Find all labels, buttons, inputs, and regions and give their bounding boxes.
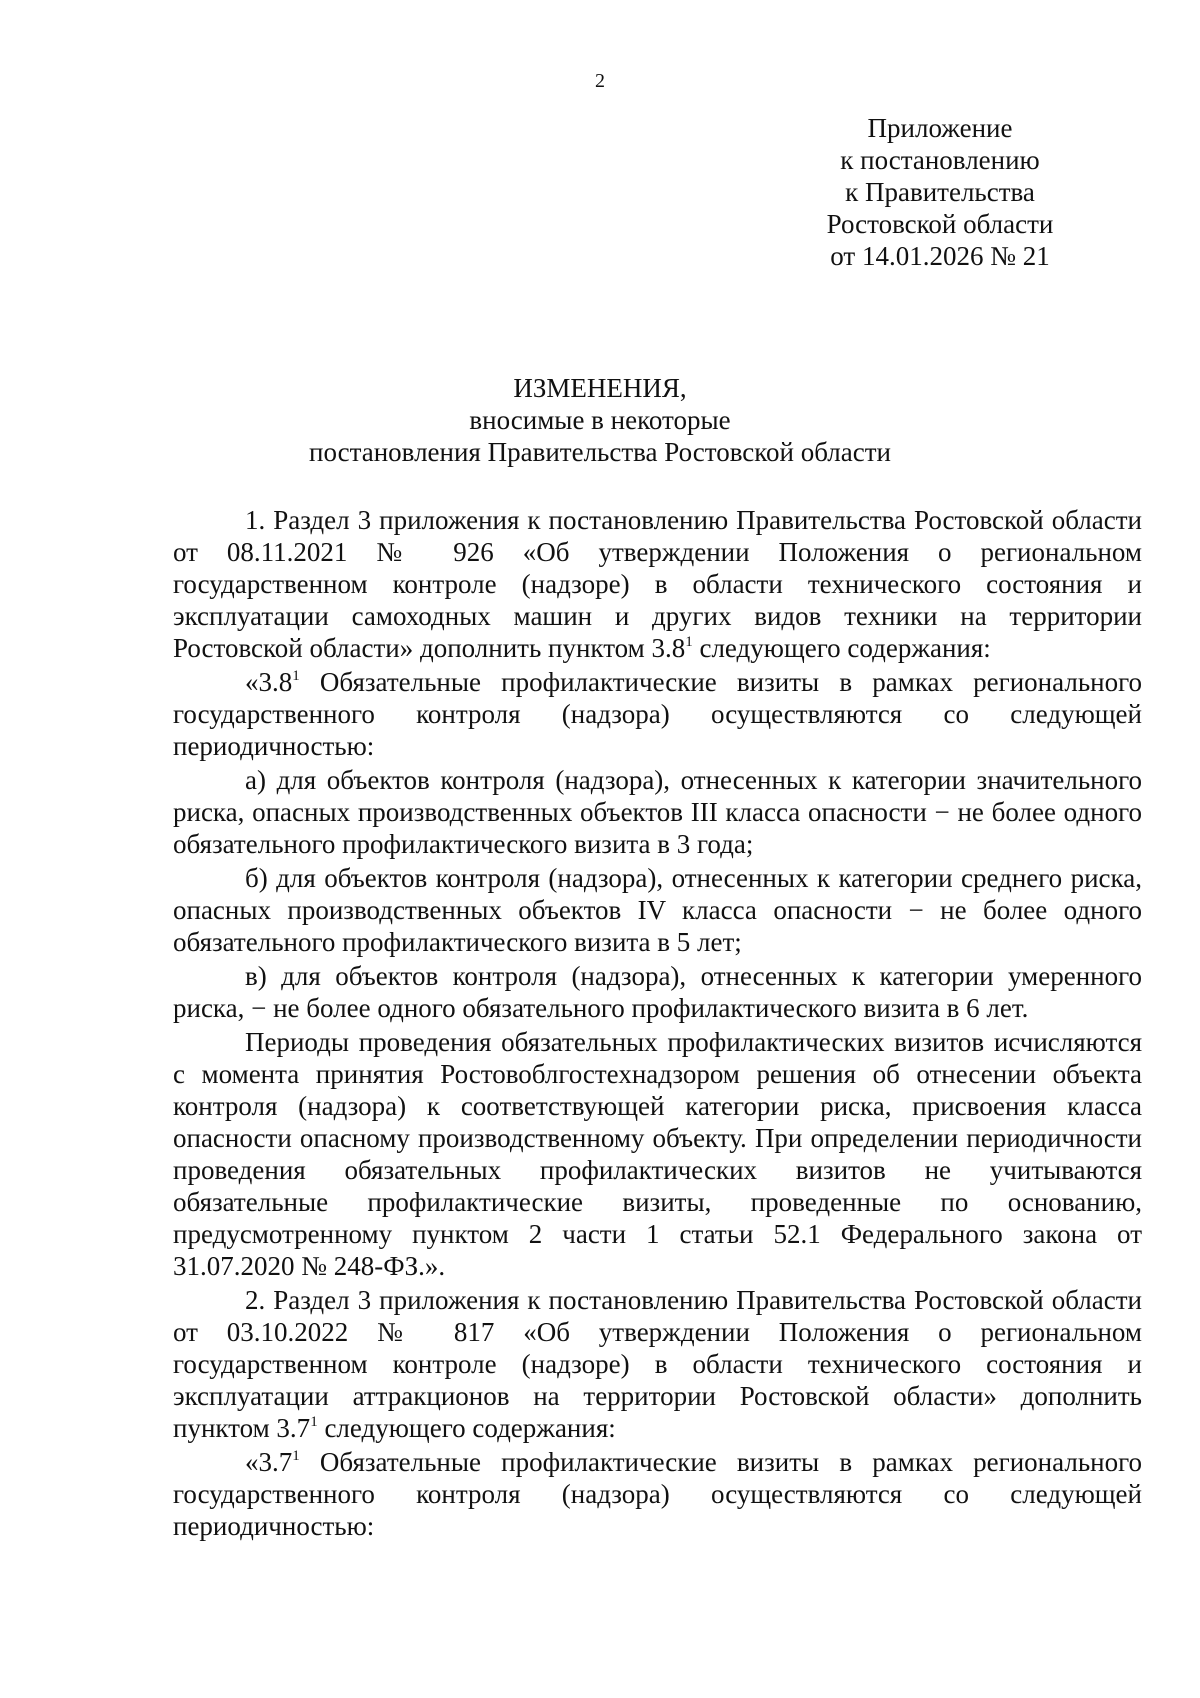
page-number: 2 — [595, 70, 605, 92]
appendix-line-2: к постановлению — [840, 145, 1040, 175]
paragraph-2: «$3.8^1$ Обязательные профилактические визиты в рамках регионального государственного контроля (надзора) осуществляются со следующей периодичностью: — [173, 667, 1142, 761]
title-heading: ИЗМЕНЕНИЯ, — [513, 373, 687, 403]
appendix-header — [820, 112, 1060, 272]
document-body — [173, 504, 1142, 1544]
paragraph-1: 1. Раздел 3 приложения к постановлению Правительства Ростовской области от 08.11.2021 № 926 «Об утверждении Положения о региональном государственном контроле (надзоре) в области технического состояния и эксплуатации самоходных машин и других видов техники на территории Ростовской области» дополнить пунктом $3.8^1$ следующего содержания: — [173, 505, 1142, 663]
appendix-line-1: Приложение — [867, 113, 1013, 143]
appendix-line-3: к Правительства — [845, 177, 1035, 207]
paragraph-8: «$3.7^1$ Обязательные профилактические визиты в рамках регионального государственного контроля (надзора) осуществляются со следующей периодичностью: — [173, 1447, 1142, 1541]
title-subtitle-1: вносимые в некоторые — [469, 405, 731, 435]
paragraph-7: 2. Раздел 3 приложения к постановлению Правительства Ростовской области от 03.10.2022 № 817 «Об утверждении Положения о региональном государственном контроле (надзоре) в области технического состояния и эксплуатации аттракционов на территории Ростовской области» дополнить пунктом $3.7^1$ следующего содержания: — [173, 1285, 1142, 1443]
appendix-line-4: Ростовской области — [826, 209, 1054, 239]
document-title — [0, 372, 1200, 468]
paragraph-3: а) для объектов контроля (надзора), отнесенных к категории значительного риска, опасных производственных объектов III класса опасности − не более одного обязательного профилактического визита в 3 года; — [173, 765, 1142, 859]
paragraph-5: в) для объектов контроля (надзора), отнесенных к категории умеренного риска, − не более одного обязательного профилактического визита в 6 лет. — [173, 961, 1142, 1023]
paragraph-6: Периоды проведения обязательных профилактических визитов исчисляются с момента принятия Ростовоблгостехнадзором решения об отнесении объекта контроля (надзора) к соответствующей категории риска, присвоения класса опасности опасному производственному объекту. При определении периодичности проведения обязательных профилактических визитов не учитываются обязательные профилактические визиты, проведенные по основанию, предусмотренному пунктом 2 части 1 статьи 52.1 Федерального закона от 31.07.2020 № 248-ФЗ.». — [173, 1027, 1142, 1281]
paragraph-4: б) для объектов контроля (надзора), отнесенных к категории среднего риска, опасных производственных объектов IV класса опасности − не более одного обязательного профилактического визита в 5 лет; — [173, 863, 1142, 957]
title-subtitle-2: постановления Правительства Ростовской области — [309, 437, 891, 467]
appendix-line-5: от 14.01.2026 № 21 — [830, 241, 1050, 271]
